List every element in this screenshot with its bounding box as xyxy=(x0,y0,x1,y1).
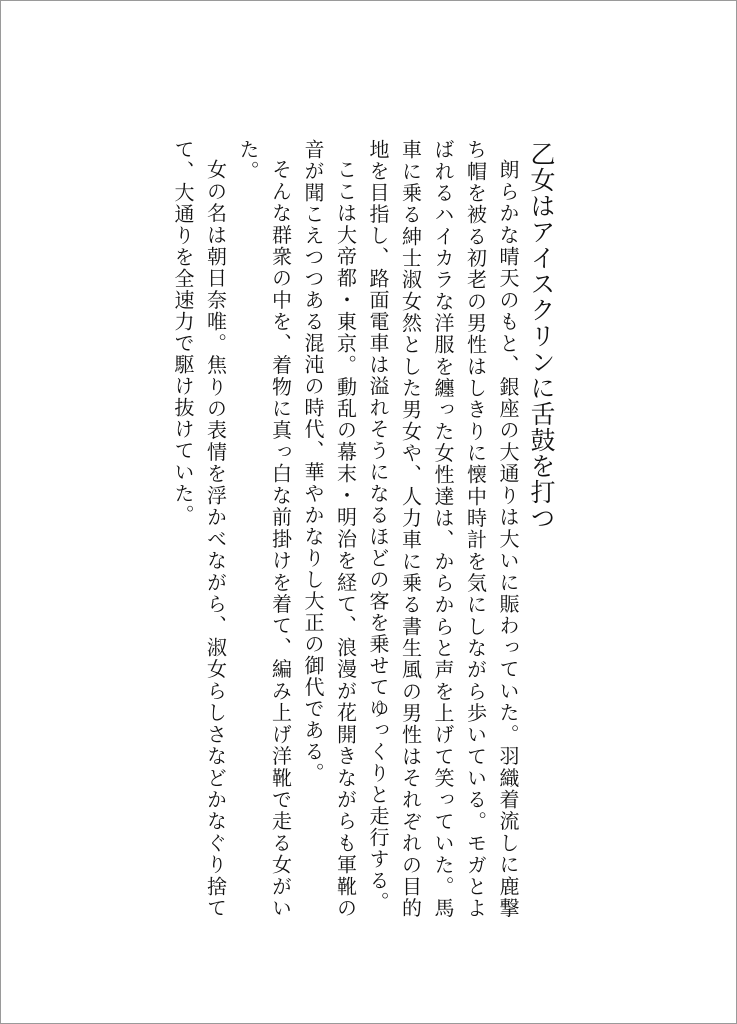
paragraph-4: 女の名は朝日奈唯。焦りの表情を浮かべながら、淑女らしさなどかなぐり捨てて、大通りを全速力で駆け抜けていた。 xyxy=(171,139,228,919)
chapter-title: 乙女はアイスクリンに舌鼓を打つ xyxy=(527,141,556,531)
paragraph-2: ここは大帝都・東京。動乱の幕末・明治を経て、浪漫が花開きながらも軍靴の音が聞こえつつある混沌の時代、華やかなりし大正の御代である。 xyxy=(301,139,358,919)
vertical-text-body xyxy=(167,139,585,919)
paragraph-1: 朗らかな晴天のもと、銀座の大通りは大いに賑わっていた。羽織着流しに鹿撃ち帽を被る初老の男性はしきりに懐中時計を気にしながら歩いている。モガとよばれるハイカラな洋服を纏った女性達は、からからと声を上げて笑っていた。馬車に乗る紳士淑女然とした男女や、人力車に乗る書生風の男性はそれぞれの目的地を目指し、路面電車は溢れそうになるほどの客を乗せてゆっくりと走行する。 xyxy=(366,139,520,919)
paragraph-3: そんな群衆の中を、着物に真っ白な前掛けを着て、編み上げ洋靴で走る女がいた。 xyxy=(236,139,293,919)
